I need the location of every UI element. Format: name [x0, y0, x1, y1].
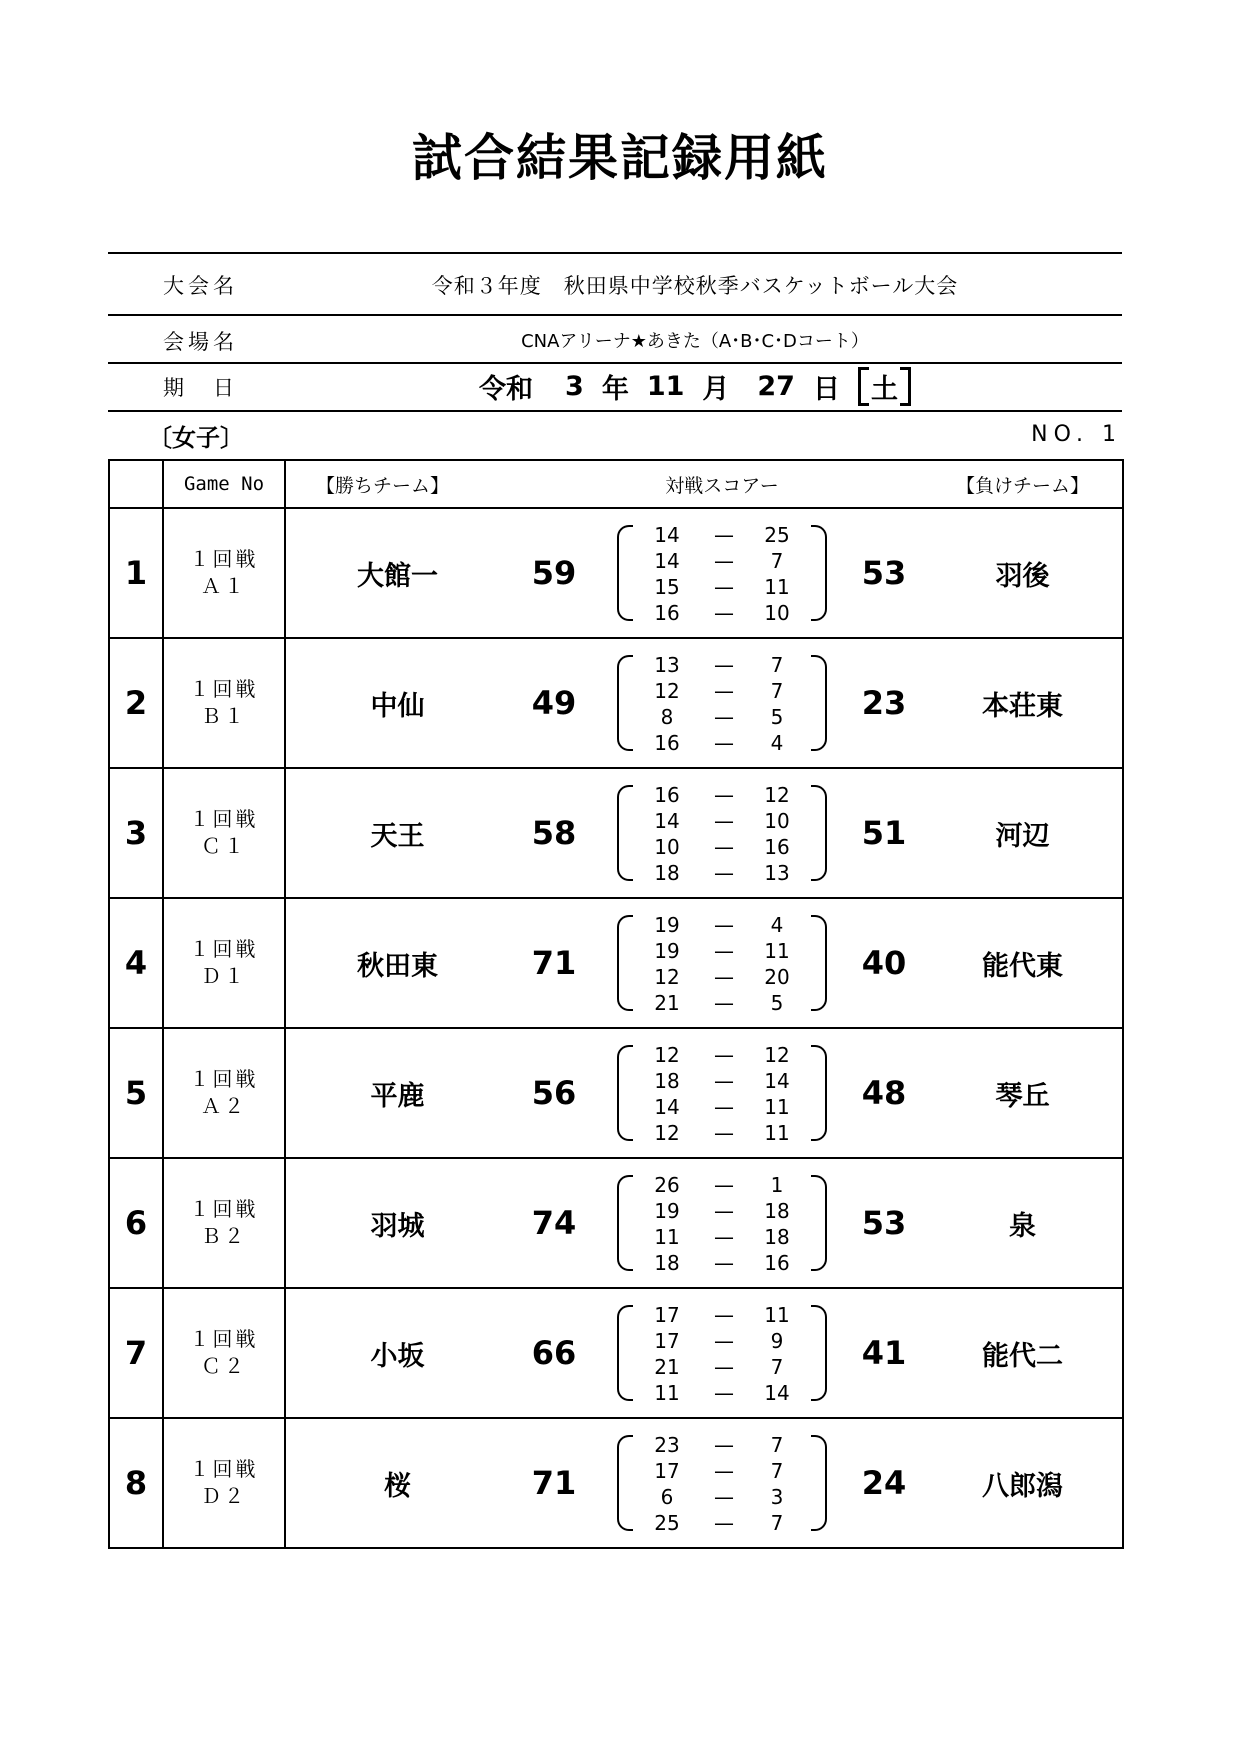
loser-quarter-score: 5	[770, 991, 784, 1015]
loser-quarter-score: 18	[764, 1225, 790, 1249]
quarter-scores	[599, 638, 845, 768]
game-row	[109, 898, 1123, 1028]
tournament-name: 令和３年度 秋田県中学校秋季バスケットボール大会	[431, 274, 959, 298]
quarter-row	[617, 1121, 827, 1147]
page-title: 試合結果記録用紙	[412, 129, 828, 187]
round-name: １回戦	[189, 1067, 259, 1091]
winner-quarter-score: 10	[654, 835, 680, 859]
quarter-row	[617, 965, 827, 991]
winner-total: 59	[509, 508, 599, 638]
loser-quarter-score: 7	[770, 1459, 784, 1483]
winner-team: 桜	[285, 1418, 509, 1548]
game-row	[109, 1418, 1123, 1548]
quarter-box	[617, 1297, 827, 1409]
dash: —	[714, 1511, 734, 1535]
winner-total: 71	[509, 898, 599, 1028]
quarter-row	[617, 1511, 827, 1537]
quarter-row	[617, 1225, 827, 1251]
court-code: Ｄ１	[201, 964, 247, 988]
header-winner: 【勝ちチーム】	[285, 460, 509, 508]
game-number: 5	[109, 1028, 163, 1158]
quarter-box	[617, 517, 827, 629]
quarter-row	[617, 861, 827, 887]
court-code: Ｂ１	[201, 704, 247, 728]
winner-quarter-score: 25	[654, 1511, 680, 1535]
dash: —	[714, 913, 734, 937]
loser-quarter-score: 7	[770, 1511, 784, 1535]
dash: —	[714, 809, 734, 833]
quarter-scores	[599, 898, 845, 1028]
game-round	[163, 768, 285, 898]
quarter-row	[617, 1251, 827, 1277]
results-table	[108, 459, 1124, 1549]
winner-total: 56	[509, 1028, 599, 1158]
loser-quarter-score: 11	[764, 1095, 790, 1119]
winner-quarter-score: 21	[654, 1355, 680, 1379]
date-label: 期 日	[163, 376, 238, 400]
dash: —	[714, 731, 734, 755]
winner-quarter-score: 18	[654, 1069, 680, 1093]
winner-total: 74	[509, 1158, 599, 1288]
loser-quarter-score: 11	[764, 1121, 790, 1145]
game-number: 3	[109, 768, 163, 898]
quarter-row	[617, 549, 827, 575]
game-number: 6	[109, 1158, 163, 1288]
dash: —	[714, 835, 734, 859]
quarter-scores	[599, 768, 845, 898]
loser-quarter-score: 3	[770, 1485, 784, 1509]
game-number: 8	[109, 1418, 163, 1548]
loser-total: 24	[845, 1418, 923, 1548]
winner-quarter-score: 15	[654, 575, 680, 599]
game-number: 7	[109, 1288, 163, 1418]
header-row	[109, 460, 1123, 508]
winner-quarter-score: 13	[654, 653, 680, 677]
round-name: １回戦	[189, 677, 259, 701]
date-day-unit: 日	[812, 373, 840, 405]
winner-quarter-score: 14	[654, 1095, 680, 1119]
dash: —	[714, 783, 734, 807]
winner-quarter-score: 19	[654, 939, 680, 963]
game-round	[163, 508, 285, 638]
loser-quarter-score: 7	[770, 679, 784, 703]
winner-team: 天王	[285, 768, 509, 898]
loser-quarter-score: 1	[770, 1173, 784, 1197]
game-round	[163, 1418, 285, 1548]
game-number: 1	[109, 508, 163, 638]
round-name: １回戦	[189, 807, 259, 831]
loser-quarter-score: 14	[764, 1069, 790, 1093]
loser-quarter-score: 7	[770, 1433, 784, 1457]
dash: —	[714, 1251, 734, 1275]
loser-total: 51	[845, 768, 923, 898]
header-score: 対戦スコアー	[599, 460, 845, 508]
winner-team: 秋田東	[285, 898, 509, 1028]
quarter-row	[617, 1043, 827, 1069]
loser-total: 53	[845, 508, 923, 638]
court-code: Ｃ１	[201, 834, 247, 858]
quarter-scores	[599, 1418, 845, 1548]
loser-quarter-score: 11	[764, 1303, 790, 1327]
header-winner-total	[509, 460, 599, 508]
quarter-row	[617, 1303, 827, 1329]
quarter-row	[617, 523, 827, 549]
game-round	[163, 1028, 285, 1158]
quarter-row	[617, 913, 827, 939]
date-era: 令和	[479, 373, 534, 405]
date-row	[108, 362, 1122, 412]
dash: —	[714, 705, 734, 729]
winner-quarter-score: 17	[654, 1303, 680, 1327]
loser-quarter-score: 13	[764, 861, 790, 885]
quarter-row	[617, 1381, 827, 1407]
winner-quarter-score: 8	[660, 705, 674, 729]
game-row	[109, 768, 1123, 898]
loser-total: 23	[845, 638, 923, 768]
loser-quarter-score: 5	[770, 705, 784, 729]
winner-quarter-score: 14	[654, 523, 680, 547]
quarter-scores	[599, 1028, 845, 1158]
winner-team: 中仙	[285, 638, 509, 768]
dash: —	[714, 1303, 734, 1327]
winner-quarter-score: 17	[654, 1329, 680, 1353]
loser-total: 41	[845, 1288, 923, 1418]
loser-quarter-score: 11	[764, 575, 790, 599]
quarter-row	[617, 835, 827, 861]
quarter-scores	[599, 1158, 845, 1288]
loser-quarter-score: 4	[770, 913, 784, 937]
loser-quarter-score: 25	[764, 523, 790, 547]
quarter-row	[617, 1069, 827, 1095]
winner-quarter-score: 14	[654, 809, 680, 833]
game-row	[109, 638, 1123, 768]
loser-team: 琴丘	[923, 1028, 1123, 1158]
games-body	[109, 508, 1123, 1548]
winner-quarter-score: 23	[654, 1433, 680, 1457]
quarter-box	[617, 1427, 827, 1539]
quarter-row	[617, 601, 827, 627]
loser-quarter-score: 11	[764, 939, 790, 963]
winner-quarter-score: 12	[654, 965, 680, 989]
winner-quarter-score: 12	[654, 1121, 680, 1145]
dash: —	[714, 1121, 734, 1145]
header-game-no: Game No	[163, 460, 285, 508]
quarter-row	[617, 1355, 827, 1381]
winner-quarter-score: 16	[654, 731, 680, 755]
quarter-box	[617, 907, 827, 1019]
quarter-row	[617, 679, 827, 705]
game-row	[109, 1158, 1123, 1288]
loser-quarter-score: 12	[764, 1043, 790, 1067]
dash: —	[714, 653, 734, 677]
game-round	[163, 638, 285, 768]
winner-total: 58	[509, 768, 599, 898]
winner-total: 71	[509, 1418, 599, 1548]
loser-team: 本荘東	[923, 638, 1123, 768]
date-day: 27	[757, 370, 795, 402]
loser-team: 河辺	[923, 768, 1123, 898]
quarter-row	[617, 731, 827, 757]
dash: —	[714, 523, 734, 547]
quarter-row	[617, 705, 827, 731]
court-code: Ｄ２	[201, 1484, 247, 1508]
game-number: 4	[109, 898, 163, 1028]
date-month-unit: 月	[702, 373, 730, 405]
loser-quarter-score: 10	[764, 601, 790, 625]
dash: —	[714, 939, 734, 963]
quarter-row	[617, 1329, 827, 1355]
winner-quarter-score: 12	[654, 1043, 680, 1067]
quarter-scores	[599, 1288, 845, 1418]
game-round	[163, 1288, 285, 1418]
venue-label: 会場名	[163, 330, 238, 354]
loser-quarter-score: 10	[764, 809, 790, 833]
quarter-row	[617, 1459, 827, 1485]
date-year-unit: 年	[601, 373, 629, 405]
game-row	[109, 508, 1123, 638]
quarter-row	[617, 1095, 827, 1121]
date-value	[308, 366, 1082, 406]
header-loser-total	[845, 460, 923, 508]
info-block	[108, 252, 1122, 412]
loser-quarter-score: 20	[764, 965, 790, 989]
winner-quarter-score: 11	[654, 1225, 680, 1249]
winner-quarter-score: 17	[654, 1459, 680, 1483]
loser-quarter-score: 16	[764, 835, 790, 859]
quarter-box	[617, 1167, 827, 1279]
quarter-row	[617, 809, 827, 835]
loser-team: 能代東	[923, 898, 1123, 1028]
loser-quarter-score: 7	[770, 653, 784, 677]
winner-total: 49	[509, 638, 599, 768]
dash: —	[714, 1095, 734, 1119]
quarter-row	[617, 783, 827, 809]
dash: —	[714, 1433, 734, 1457]
loser-team: 泉	[923, 1158, 1123, 1288]
page-number: NO. 1	[1031, 422, 1122, 447]
dash: —	[714, 1225, 734, 1249]
dash: —	[714, 549, 734, 573]
quarter-row	[617, 575, 827, 601]
dash: —	[714, 679, 734, 703]
loser-team: 能代二	[923, 1288, 1123, 1418]
dash: —	[714, 1199, 734, 1223]
game-row	[109, 1288, 1123, 1418]
dash: —	[714, 575, 734, 599]
loser-quarter-score: 4	[770, 731, 784, 755]
dash: —	[714, 1459, 734, 1483]
quarter-row	[617, 1199, 827, 1225]
winner-quarter-score: 16	[654, 601, 680, 625]
winner-quarter-score: 16	[654, 783, 680, 807]
game-round	[163, 898, 285, 1028]
dash: —	[714, 861, 734, 885]
loser-quarter-score: 12	[764, 783, 790, 807]
winner-team: 大館一	[285, 508, 509, 638]
loser-quarter-score: 7	[770, 549, 784, 573]
loser-total: 53	[845, 1158, 923, 1288]
loser-quarter-score: 14	[764, 1381, 790, 1405]
date-month: 11	[646, 370, 685, 402]
round-name: １回戦	[189, 937, 259, 961]
quarter-row	[617, 991, 827, 1017]
winner-quarter-score: 18	[654, 1251, 680, 1275]
winner-quarter-score: 14	[654, 549, 680, 573]
round-name: １回戦	[189, 1197, 259, 1221]
loser-total: 48	[845, 1028, 923, 1158]
loser-quarter-score: 16	[764, 1251, 790, 1275]
loser-quarter-score: 9	[770, 1329, 784, 1353]
round-name: １回戦	[189, 547, 259, 571]
header-loser: 【負けチーム】	[923, 460, 1123, 508]
court-code: Ｃ２	[201, 1354, 247, 1378]
loser-team: 八郎潟	[923, 1418, 1123, 1548]
dash: —	[714, 1381, 734, 1405]
venue-name: CNAアリーナ★あきた（A･B･C･Dコート）	[521, 331, 869, 352]
dash: —	[714, 1069, 734, 1093]
loser-team: 羽後	[923, 508, 1123, 638]
dash: —	[714, 1329, 734, 1353]
dash: —	[714, 1173, 734, 1197]
date-year: 3	[565, 370, 584, 402]
date-weekday: 土	[858, 367, 911, 406]
winner-quarter-score: 12	[654, 679, 680, 703]
loser-quarter-score: 7	[770, 1355, 784, 1379]
winner-team: 平鹿	[285, 1028, 509, 1158]
division-label: 〔女子〕	[148, 424, 244, 452]
quarter-box	[617, 1037, 827, 1149]
quarter-row	[617, 1433, 827, 1459]
dash: —	[714, 965, 734, 989]
winner-quarter-score: 6	[660, 1485, 674, 1509]
winner-quarter-score: 21	[654, 991, 680, 1015]
quarter-row	[617, 939, 827, 965]
loser-quarter-score: 18	[764, 1199, 790, 1223]
winner-quarter-score: 19	[654, 1199, 680, 1223]
dash: —	[714, 1355, 734, 1379]
round-name: １回戦	[189, 1327, 259, 1351]
tournament-row	[108, 252, 1122, 316]
court-code: Ａ２	[201, 1094, 247, 1118]
winner-quarter-score: 11	[654, 1381, 680, 1405]
quarter-row	[617, 1173, 827, 1199]
winner-team: 小坂	[285, 1288, 509, 1418]
dash: —	[714, 1043, 734, 1067]
winner-quarter-score: 18	[654, 861, 680, 885]
quarter-row	[617, 1485, 827, 1511]
dash: —	[714, 991, 734, 1015]
game-row	[109, 1028, 1123, 1158]
game-round	[163, 1158, 285, 1288]
court-code: Ｂ２	[201, 1224, 247, 1248]
quarter-scores	[599, 508, 845, 638]
round-name: １回戦	[189, 1457, 259, 1481]
dash: —	[714, 1485, 734, 1509]
winner-total: 66	[509, 1288, 599, 1418]
loser-total: 40	[845, 898, 923, 1028]
quarter-box	[617, 777, 827, 889]
quarter-row	[617, 653, 827, 679]
tournament-label: 大会名	[163, 274, 238, 298]
winner-quarter-score: 19	[654, 913, 680, 937]
court-code: Ａ１	[201, 574, 247, 598]
winner-team: 羽城	[285, 1158, 509, 1288]
game-number: 2	[109, 638, 163, 768]
header-num	[109, 460, 163, 508]
dash: —	[714, 601, 734, 625]
winner-quarter-score: 26	[654, 1173, 680, 1197]
venue-row	[108, 314, 1122, 364]
quarter-box	[617, 647, 827, 759]
